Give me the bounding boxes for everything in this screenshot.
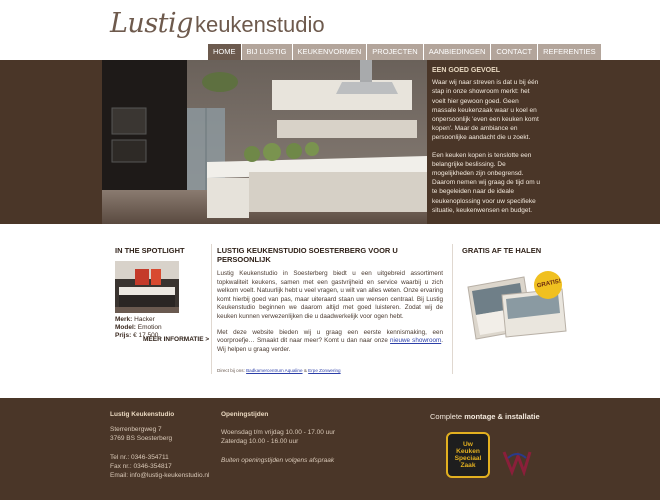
badge-line-4: Zaak [460, 462, 476, 469]
tagline-pre: Complete [430, 412, 465, 421]
tagline-bold: montage & installatie [464, 412, 540, 421]
badge-line-3: Speciaal [454, 455, 482, 462]
more-info-link[interactable]: MEER INFORMATIE > [143, 336, 210, 343]
badge-line-1: Uw [463, 441, 473, 448]
hero-text-block [432, 66, 542, 223]
gratis-badge-text: GRATIS! [536, 278, 562, 290]
footer-hours [221, 410, 335, 465]
hero-title: EEN GOED GEVOEL [432, 67, 501, 74]
model-label: Model: [115, 324, 136, 331]
kitchen-illustration [102, 60, 427, 224]
footer-fax: Fax nr.: 0346-354817 [110, 462, 172, 470]
main-paragraph-2-pre: Met deze website bieden wij u graag een eerste kennismaking, een voorproefje… Smaakt dit naar meer? Komt u dan naar onze [217, 328, 443, 345]
footer-street: Sterrenbergweg 7 [110, 426, 162, 434]
footer-email[interactable]: Email: info@lustig-keukenstudio.nl [110, 472, 210, 480]
spotlight-kitchen-image[interactable] [115, 261, 179, 313]
prijs-label: Prijs: [115, 332, 132, 339]
direct-prefix: Direct bij ons: [217, 368, 247, 374]
footer-hours-note: Buiten openingstijden volgens afspraak [221, 456, 335, 464]
direct-links [217, 368, 443, 373]
uw-keuken-speciaalzaak-logo[interactable] [446, 432, 490, 478]
nav-keukenvormen[interactable]: KEUKENVORMEN [293, 44, 367, 60]
nav-bij-lustig[interactable]: BIJ LUSTIG [242, 44, 292, 60]
main-nav [208, 44, 602, 60]
nav-contact[interactable]: CONTACT [491, 44, 537, 60]
footer-address [110, 410, 209, 480]
gratis-section [462, 246, 572, 335]
footer-tel: Tel nr.: 0346-354711 [110, 453, 169, 461]
kitchen-hero-image [102, 60, 427, 224]
showroom-link[interactable]: nieuwe showroom [390, 337, 442, 345]
prijs-value: € 17.500 [133, 332, 159, 339]
site-footer [0, 398, 660, 500]
spotlight-title: IN THE SPOTLIGHT [115, 246, 185, 255]
spotlight-merk [115, 316, 210, 324]
logo-text: keukenstudio [194, 12, 325, 37]
main-content [217, 246, 443, 373]
badge-line-2: Keuken [456, 448, 480, 455]
erpe-link[interactable]: Erpe Zonwering [308, 368, 341, 374]
column-divider-right [452, 244, 453, 374]
hero-paragraph-1: Waar wij naar streven is dat u bij één stap in onze showroom merkt: het voelt hier gewoon goed. Geen massale keukenzaak waar u koel en onpersoonlijk 'even een keuken komt kopen'. Maar de ambiance en persoonlijke aandacht die u zoekt. [432, 79, 539, 142]
gv-logo-icon[interactable] [500, 448, 534, 476]
direct-amp: & [302, 368, 309, 374]
column-divider-left [211, 244, 212, 374]
merk-label: Merk: [115, 316, 133, 323]
main-paragraph-2 [217, 329, 443, 355]
footer-hours-title: Openingstijden [221, 411, 269, 418]
site-logo[interactable] [110, 8, 325, 42]
merk-value: Hacker [134, 316, 155, 323]
main-paragraph-2-post: . Wij helpen u graag verder. [217, 337, 443, 353]
main-title: LUSTIG KEUKENSTUDIO SOESTERBERG VOOR U PERSOONLIJK [217, 246, 398, 264]
logo-script-text: Lustig [110, 8, 193, 39]
hero-paragraph-2: Een keuken kopen is tenslotte een belangrijke beslissing. De mogelijkheden zijn onbegrensd. Daarom nemen wij graag de tijd om u te begeleiden naar de ideale keukenoplossing voor uw specifieke situatie, keukenwensen en budget. [432, 151, 541, 214]
spotlight-illustration [115, 261, 179, 313]
model-value: Emotion [137, 324, 162, 331]
nav-home[interactable]: HOME [208, 44, 241, 60]
brochure-illustration [462, 263, 570, 343]
main-paragraph-1: Lustig Keukenstudio in Soesterberg biedt u een uitgebreid assortiment topkwaliteit keukens, samen met een gastvrijheid en service waarbij u zich welkom voelt. Natuurlijk hebt u veel vragen, u wilt van alles weten. Onze ervaring komt hierbij goed van pas, maar uiteraard staan uw wensen centraal. Bij Lustig Keukenstudio beginnen we daarom altijd met goed luisteren. Zodat wij de keuken kunnen verwezenlijken die u daadwerkelijk voor ogen hebt. [217, 270, 443, 320]
nav-referenties[interactable]: REFERENTIES [538, 44, 601, 60]
spotlight-section [115, 246, 210, 340]
gratis-title: GRATIS AF TE HALEN [462, 246, 542, 255]
brochure-image[interactable] [462, 263, 570, 335]
nav-projecten[interactable]: PROJECTEN [367, 44, 422, 60]
nav-aanbiedingen[interactable]: AANBIEDINGEN [424, 44, 491, 60]
footer-hours-2: Zaterdag 10.00 - 16.00 uur [221, 438, 299, 446]
footer-hours-1: Woensdag t/m vrijdag 10.00 - 17.00 uur [221, 429, 336, 437]
footer-company: Lustig Keukenstudio [110, 411, 175, 418]
gv-logo-mark [500, 448, 534, 476]
footer-tagline [430, 412, 540, 421]
aqualine-link[interactable]: Badkamercentrum Aqualine [246, 368, 303, 374]
footer-city: 3769 BS Soesterberg [110, 435, 173, 443]
spotlight-model [115, 324, 210, 332]
